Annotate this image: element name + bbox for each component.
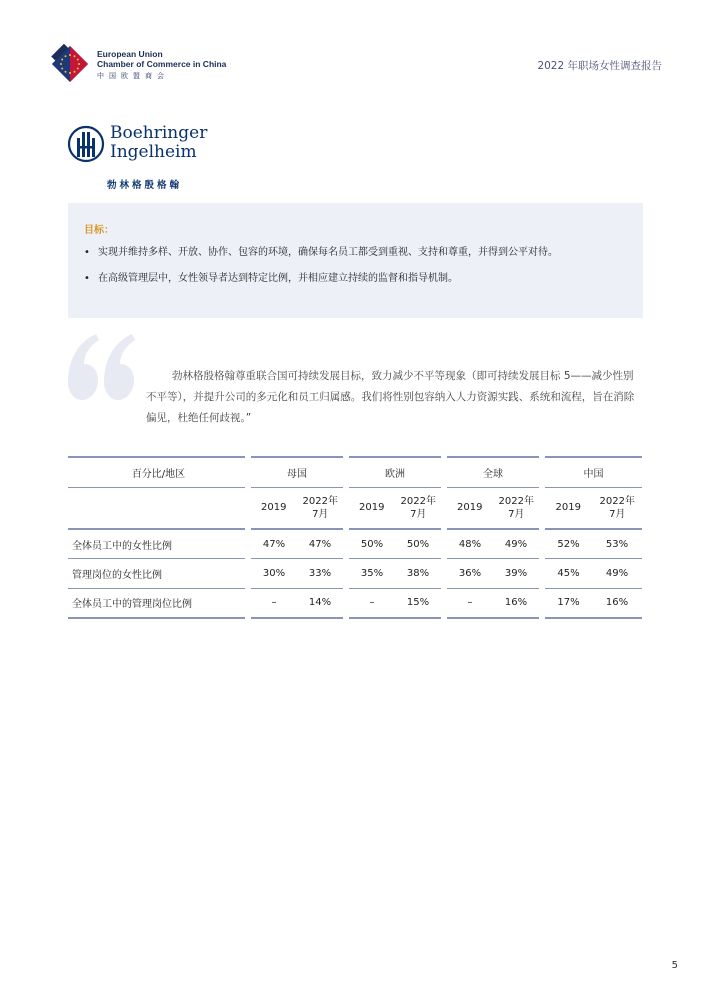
table-cell: 45% xyxy=(542,559,592,589)
table-cell: 14% xyxy=(297,588,346,618)
table-cell: 39% xyxy=(493,559,542,589)
table-header-blank xyxy=(68,487,248,529)
goals-title: 目标： xyxy=(84,225,114,236)
table-cell: 17% xyxy=(542,588,592,618)
company-name-line2: Ingelheim xyxy=(110,142,197,162)
table-cell: 38% xyxy=(395,559,444,589)
table-cell: 36% xyxy=(444,559,493,589)
year-header: 2019 xyxy=(542,487,592,529)
year-header xyxy=(592,487,642,529)
page-number: 5 xyxy=(671,960,678,971)
year-header xyxy=(297,487,346,529)
report-title: 2022 年职场女性调查报告 xyxy=(537,60,662,72)
table-cell: 47% xyxy=(297,529,346,559)
quote-text: 勃林格殷格翰尊重联合国可持续发展目标，致力减少不平等现象（即可持续发展目标 5——减少性别不平等），并提升公司的多元化和员工归属感。我们将性别包容纳入人力资源实践、系统和流程，旨在消除偏见，杜绝任何歧视。” xyxy=(146,370,635,424)
table-cell: 49% xyxy=(592,559,642,589)
eucc-name-block xyxy=(97,49,226,81)
table-row xyxy=(68,588,642,618)
eucc-name-line1: European Union xyxy=(97,49,163,59)
table-cell: 50% xyxy=(395,529,444,559)
company-name xyxy=(110,124,207,162)
year-header: 2019 xyxy=(346,487,395,529)
table-corner-label: 百分比/地区 xyxy=(68,457,248,487)
row-label: 管理岗位的女性比例 xyxy=(68,559,248,589)
year-header xyxy=(395,487,444,529)
goal-text: 在高级管理层中，女性领导者达到特定比例，并相应建立持续的监督和指导机制。 xyxy=(98,273,458,284)
column-group-home-country: 母国 xyxy=(248,457,346,487)
year-label: 2022年 7月 xyxy=(302,495,338,520)
table-cell: 30% xyxy=(248,559,297,589)
bullet-icon: • xyxy=(84,273,90,284)
eucc-logo xyxy=(48,44,92,84)
year-header: 2019 xyxy=(248,487,297,529)
company-name-cn: 勃林格殷格翰 xyxy=(107,180,183,191)
year-label: 2022年 7月 xyxy=(400,495,436,520)
goals-box xyxy=(68,203,643,318)
table-cell: – xyxy=(346,588,395,618)
year-header: 2019 xyxy=(444,487,493,529)
row-label: 全体员工中的女性比例 xyxy=(68,529,248,559)
goal-text: 实现并维持多样、开放、协作、包容的环境，确保每名员工都受到重视、支持和尊重，并得到公平对待。 xyxy=(98,247,558,258)
table-cell: 53% xyxy=(592,529,642,559)
column-group-europe: 欧洲 xyxy=(346,457,444,487)
table-cell: – xyxy=(444,588,493,618)
table-row xyxy=(68,529,642,559)
eucc-name-cn: 中国欧盟商会 xyxy=(97,72,169,80)
table-cell: 16% xyxy=(592,588,642,618)
table-cell: 48% xyxy=(444,529,493,559)
table-row xyxy=(68,559,642,589)
column-group-global: 全球 xyxy=(444,457,542,487)
year-label: 2022年 7月 xyxy=(498,495,534,520)
table-cell: 15% xyxy=(395,588,444,618)
table-cell: 49% xyxy=(493,529,542,559)
table-cell: 50% xyxy=(346,529,395,559)
table-cell: 52% xyxy=(542,529,592,559)
bullet-icon: • xyxy=(84,247,90,258)
table-cell: – xyxy=(248,588,297,618)
table-cell: 33% xyxy=(297,559,346,589)
goals-list xyxy=(84,246,627,286)
women-ratio-table xyxy=(68,456,642,619)
year-header xyxy=(493,487,542,529)
table-cell: 35% xyxy=(346,559,395,589)
boehringer-logo-icon xyxy=(66,124,106,164)
goal-item xyxy=(84,272,627,286)
row-label: 全体员工中的管理岗位比例 xyxy=(68,588,248,618)
eucc-name-line2: Chamber of Commerce in China xyxy=(97,59,227,69)
year-label: 2022年 7月 xyxy=(599,495,635,520)
table-cell: 16% xyxy=(493,588,542,618)
goal-item xyxy=(84,246,627,260)
column-group-china: 中国 xyxy=(542,457,642,487)
table-cell: 47% xyxy=(248,529,297,559)
company-name-line1: Boehringer xyxy=(110,123,208,143)
quotation-mark-icon xyxy=(66,330,138,404)
